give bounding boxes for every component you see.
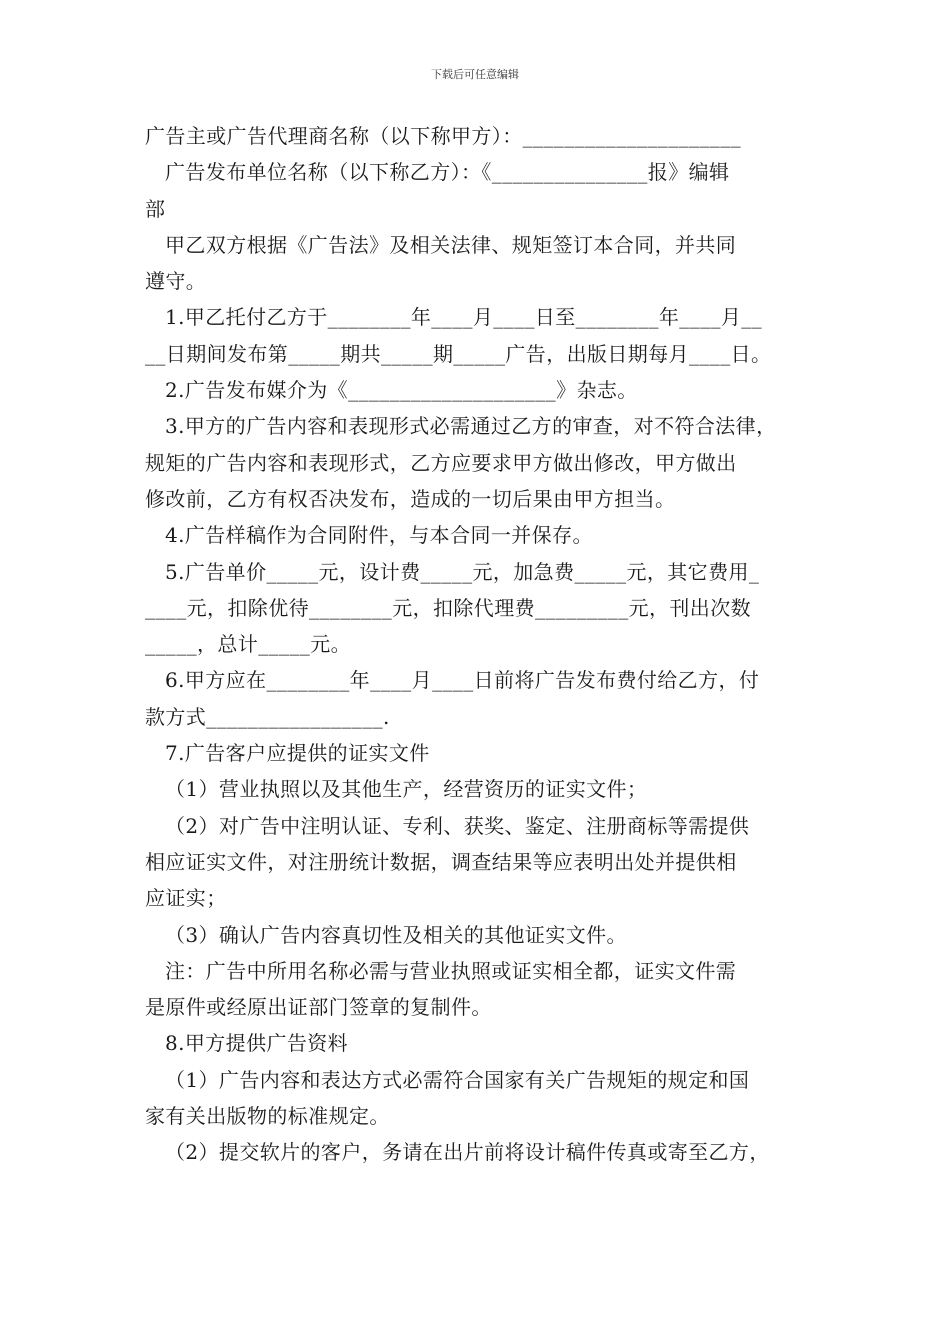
text-line: ____元，扣除优待________元，扣除代理费_________元，刊出次数 [145,595,751,620]
text-line: 遵守。 [145,269,207,294]
text-line: 2.广告发布媒介为《____________________》杂志。 [165,378,638,403]
text-line: 规矩的广告内容和表现形式，乙方应要求甲方做出修改，甲方做出 [145,450,737,475]
contract-body [145,118,825,1171]
text-line: （1）营业执照以及其他生产，经营资历的证实文件； [165,777,648,802]
text-line: 7.广告客户应提供的证实文件 [165,741,430,766]
text-line: 6.甲方应在________年____月____日前将广告发布费付给乙方，付 [165,668,760,693]
text-line: （3）确认广告内容真切性及相关的其他证实文件。 [165,922,627,947]
text-line: （1）广告内容和表达方式必需符合国家有关广告规矩的规定和国 [165,1067,750,1092]
text-line: 应证实； [145,886,227,911]
text-line: 1.甲乙托付乙方于________年____月____日至________年____月__ [165,305,763,330]
text-line: __日期间发布第_____期共_____期_____广告，出版日期每月____日。 [145,341,772,366]
text-line: 是原件或经原出证部门签章的复制件。 [145,995,492,1020]
text-line: 4.广告样稿作为合同附件，与本合同一并保存。 [165,523,593,548]
text-line: （2）提交软片的客户，务请在出片前将设计稿件传真或寄至乙方， [165,1140,770,1165]
text-line: 家有关出版物的标准规定。 [145,1104,390,1129]
text-line: 注：广告中所用名称必需与营业执照或证实相全都，证实文件需 [165,958,737,983]
page-header: 下载后可任意编辑 [431,68,519,81]
text-line: 广告发布单位名称（以下称乙方）：《_______________报》编辑 [165,160,730,185]
text-line: 5.广告单价_____元，设计费_____元，加急费_____元，其它费用_ [165,559,760,584]
text-line: 3.甲方的广告内容和表现形式必需通过乙方的审查，对不符合法律， [165,414,777,439]
text-line: _____，总计_____元。 [145,632,351,657]
text-line: 广告主或广告代理商名称（以下称甲方）：_____________________ [145,124,741,148]
text-line: 相应证实文件，对注册统计数据，调查结果等应表明出处并提供相 [145,849,737,874]
text-line: 修改前，乙方有权否决发布，造成的一切后果由甲方担当。 [145,486,676,511]
text-line: 部 [145,196,166,221]
text-line: 款方式_________________. [145,704,390,729]
text-line: （2）对广告中注明认证、专利、获奖、鉴定、注册商标等需提供 [165,813,750,838]
text-line: 甲乙双方根据《广告法》及相关法律、规矩签订本合同，并共同 [165,232,737,257]
text-line: 8.甲方提供广告资料 [165,1031,349,1056]
